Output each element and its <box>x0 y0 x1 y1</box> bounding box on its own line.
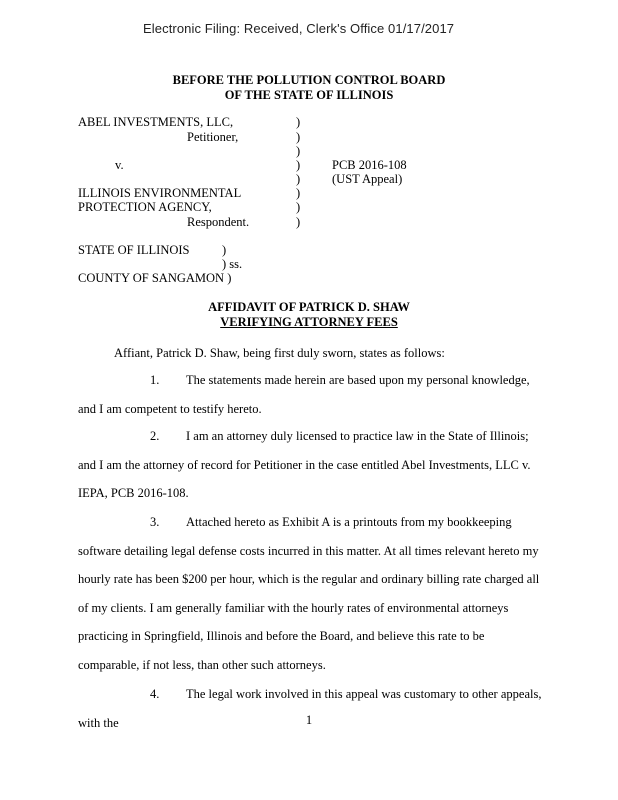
caption-paren: ) <box>296 186 301 200</box>
filing-stamp: Electronic Filing: Received, Clerk's Office 01/17/2017 <box>143 21 455 36</box>
paragraph-1 <box>78 366 548 423</box>
case-number: PCB 2016-108 <box>332 158 407 172</box>
paragraph-text: The statements made herein are based upon my personal knowledge, and I am competent to testify hereto. <box>78 373 530 416</box>
paragraph-number: 1. <box>150 373 160 387</box>
venue-ss: ) ss. <box>222 257 243 271</box>
respondent-role: Respondent. <box>187 215 250 229</box>
venue-state: STATE OF ILLINOIS <box>78 243 190 257</box>
respondent-line2: PROTECTION AGENCY, <box>78 200 212 214</box>
affidavit-title-line2: VERIFYING ATTORNEY FEES <box>220 315 398 329</box>
respondent-line1: ILLINOIS ENVIRONMENTAL <box>78 186 242 200</box>
paragraph-3 <box>78 508 548 680</box>
affidavit-title-line1: AFFIDAVIT OF PATRICK D. SHAW <box>208 300 410 314</box>
venue-county: COUNTY OF SANGAMON ) <box>78 271 232 285</box>
petitioner-name: ABEL INVESTMENTS, LLC, <box>78 115 234 129</box>
versus: v. <box>115 158 124 172</box>
paragraph-2 <box>78 422 548 508</box>
paragraph-number: 2. <box>150 429 160 443</box>
petitioner-role: Petitioner, <box>187 130 239 144</box>
paragraph-4 <box>78 680 548 737</box>
board-heading-line1: BEFORE THE POLLUTION CONTROL BOARD <box>172 73 446 87</box>
affidavit-intro: Affiant, Patrick D. Shaw, being first duly sworn, states as follows: <box>114 346 445 360</box>
venue-state-paren: ) <box>222 243 227 257</box>
caption-paren: ) <box>296 158 301 172</box>
caption-paren: ) <box>296 115 301 129</box>
paragraph-text: I am an attorney duly licensed to practice law in the State of Illinois; and I am the attorney of record for Petitioner in the case entitled Abel Investments, LLC v. IEPA, PCB 2016-108. <box>78 429 531 501</box>
paragraph-number: 4. <box>150 687 160 701</box>
paragraph-number: 3. <box>150 515 160 529</box>
caption-paren: ) <box>296 144 301 158</box>
page-number: 1 <box>305 713 313 727</box>
board-heading-line2: OF THE STATE OF ILLINOIS <box>224 88 394 102</box>
case-type: (UST Appeal) <box>332 172 403 186</box>
caption-paren: ) <box>296 130 301 144</box>
caption-paren: ) <box>296 172 301 186</box>
caption-paren: ) <box>296 215 301 229</box>
caption-paren: ) <box>296 200 301 214</box>
paragraph-text: The legal work involved in this appeal was customary to other appeals, with the <box>78 687 542 730</box>
paragraph-text: Attached hereto as Exhibit A is a printouts from my bookkeeping software detailing legal defense costs incurred in this matter. At all times relevant hereto my hourly rate has been $200 per hour, which is the regular and ordinary billing rate charged all of my clients. I am generally familiar with the hourly rates of environmental attorneys practicing in Springfield, Illinois and before the Board, and believe this rate to be comparable, if not less, than other such attorneys. <box>78 515 540 672</box>
